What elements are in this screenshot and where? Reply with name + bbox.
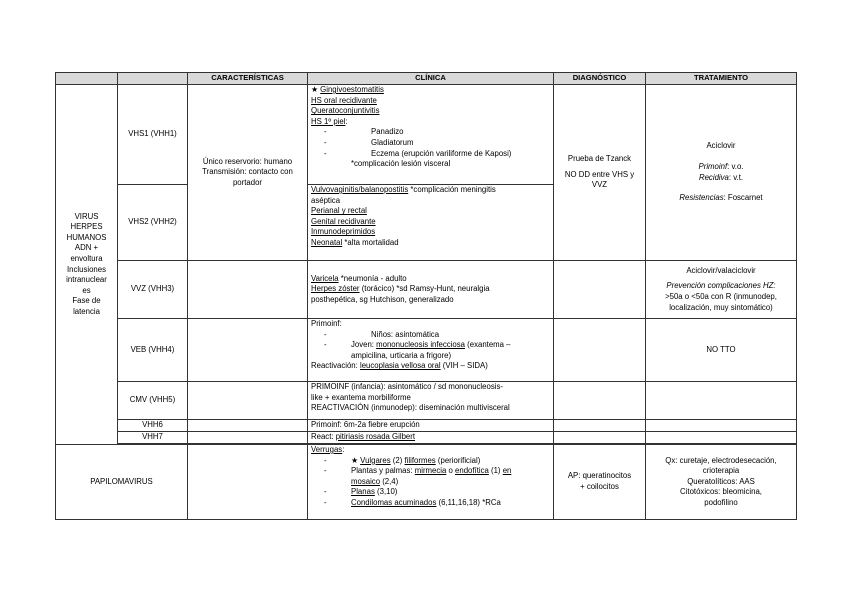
vhh7-clinica: React: pitiriasis rosada Gilbert	[308, 432, 554, 444]
header-caracteristicas: CARACTERÍSTICAS	[188, 73, 308, 85]
vhh6-caracteristicas	[188, 420, 308, 432]
vvz-tratamiento: Aciclovir/valaciclovir Prevención complicaciones HZ: >50a o <50a con R (inmunodep, localización, muy sintomático)	[646, 261, 797, 319]
cmv-caracteristicas	[188, 382, 308, 420]
row-veb	[56, 319, 797, 382]
papiloma-clinica: Verrugas: - ★ Vulgares (2) filiformes (periorificial) - Plantas y palmas: mirmecia o endofítica (1) en mosaico (2,4) - Planas (3,10) - Condilomas acuminados (6,11,16,18) *RCa	[308, 445, 554, 520]
header-col-group	[56, 73, 118, 85]
row-vhh6	[56, 420, 797, 432]
row-vhs1	[56, 85, 797, 185]
header-diagnostico: DIAGNÓSTICO	[554, 73, 646, 85]
vhh7-diagnostico	[554, 432, 646, 444]
list-item: - Eczema (erupción variliforme de Kaposi)	[324, 148, 512, 158]
vvz-diagnostico	[554, 261, 646, 319]
papiloma-diagnostico: AP: queratinocitos + coilocitos	[554, 445, 646, 520]
veb-tratamiento: NO TTO	[646, 319, 797, 382]
veb-diagnostico	[554, 319, 646, 382]
list-item: - ★ Vulgares (2) filiformes (periorificial)	[324, 455, 481, 465]
cmv-diagnostico	[554, 382, 646, 420]
row-vhh7	[56, 432, 797, 444]
vhs-tratamiento: Aciclovir Primoinf: v.o. Recidiva: v.t. Resistencias: Foscarnet	[646, 85, 797, 261]
veb-caracteristicas	[188, 319, 308, 382]
virus-name-veb: VEB (VHH4)	[118, 319, 188, 382]
list-item: - Panadizo	[324, 127, 404, 137]
vhs2-clinica: Vulvovaginitis/balanopostitis *complicación meningitis aséptica Perianal y rectal Genital recidivante Inmunodeprimidos Neonatal *alta mortalidad	[308, 185, 554, 261]
header-clinica: CLÍNICA	[308, 73, 554, 85]
virus-name-vhs2: VHS2 (VHH2)	[118, 185, 188, 261]
papilomavirus-name: PAPILOMAVIRUS	[56, 445, 188, 520]
vhh6-diagnostico	[554, 420, 646, 432]
vhs1-clinica: ★ Gingivoestomatitis HS oral recidivante Queratoconjuntivitis HS 1º piel: - Panadizo - Gladiatorum - Eczema (erupción variliforme de Kaposi) *complicación lesión visceral	[308, 85, 554, 185]
row-cmv	[56, 382, 797, 420]
papiloma-tratamiento: Qx: curetaje, electrodesecación, crioterapia Queratolíticos: AAS Citotóxicos: bleomicina, podofilino	[646, 445, 797, 520]
virus-name-vvz: VVZ (VHH3)	[118, 261, 188, 319]
vvz-caracteristicas	[188, 261, 308, 319]
herpes-papilloma-table	[55, 72, 797, 520]
list-item: - Condilomas acuminados (6,11,16,18) *RCa	[324, 497, 501, 507]
vhh7-tratamiento	[646, 432, 797, 444]
vhh7-caracteristicas	[188, 432, 308, 444]
veb-clinica: Primoinf: - Niños: asintomática - Joven: mononucleosis infecciosa (exantema – ampicilina, urticaria a frigore) Reactivación: leucoplasia vellosa oral (VIH – SIDA)	[308, 319, 554, 382]
header-col-virus	[118, 73, 188, 85]
list-item: - Gladiatorum	[324, 137, 414, 147]
cmv-tratamiento	[646, 382, 797, 420]
header-tratamiento: TRATAMIENTO	[646, 73, 797, 85]
herpes-group-cell: VIRUS HERPES HUMANOS ADN + envoltura Inclusiones intranuclear es Fase de latencia	[56, 85, 118, 445]
papiloma-caracteristicas	[188, 445, 308, 520]
list-item: - Joven: mononucleosis infecciosa (exantema –	[324, 340, 511, 350]
list-item: - Niños: asintomática	[324, 329, 440, 339]
cmv-clinica: PRIMOINF (infancia): asintomático / sd mononucleosis- like + exantema morbiliforme REACTIVACIÓN (inmunodep): diseminación multivisceral	[308, 382, 554, 420]
virus-name-vhh6: VHH6	[118, 420, 188, 432]
list-item: - Planas (3,10)	[324, 487, 398, 497]
virus-name-cmv: CMV (VHH5)	[118, 382, 188, 420]
virus-name-vhh7: VHH7	[118, 432, 188, 444]
row-vvz	[56, 261, 797, 319]
vvz-clinica: Varicela *neumonía - adulto Herpes zóster (torácico) *sd Ramsy-Hunt, neuralgia posthepética, sg Hutchison, generalizado	[308, 261, 554, 319]
vhh6-clinica: Primoinf: 6m-2a fiebre erupción	[308, 420, 554, 432]
list-item: - Plantas y palmas: mirmecia o endofítica (1) en	[324, 466, 512, 476]
header-row	[56, 73, 797, 85]
vhh6-tratamiento	[646, 420, 797, 432]
vhs-caracteristicas: Único reservorio: humano Transmisión: contacto con portador	[188, 85, 308, 261]
vhs-diagnostico: Prueba de Tzanck NO DD entre VHS y VVZ	[554, 85, 646, 261]
row-papilomavirus	[56, 445, 797, 520]
virus-name-vhs1: VHS1 (VHH1)	[118, 85, 188, 185]
